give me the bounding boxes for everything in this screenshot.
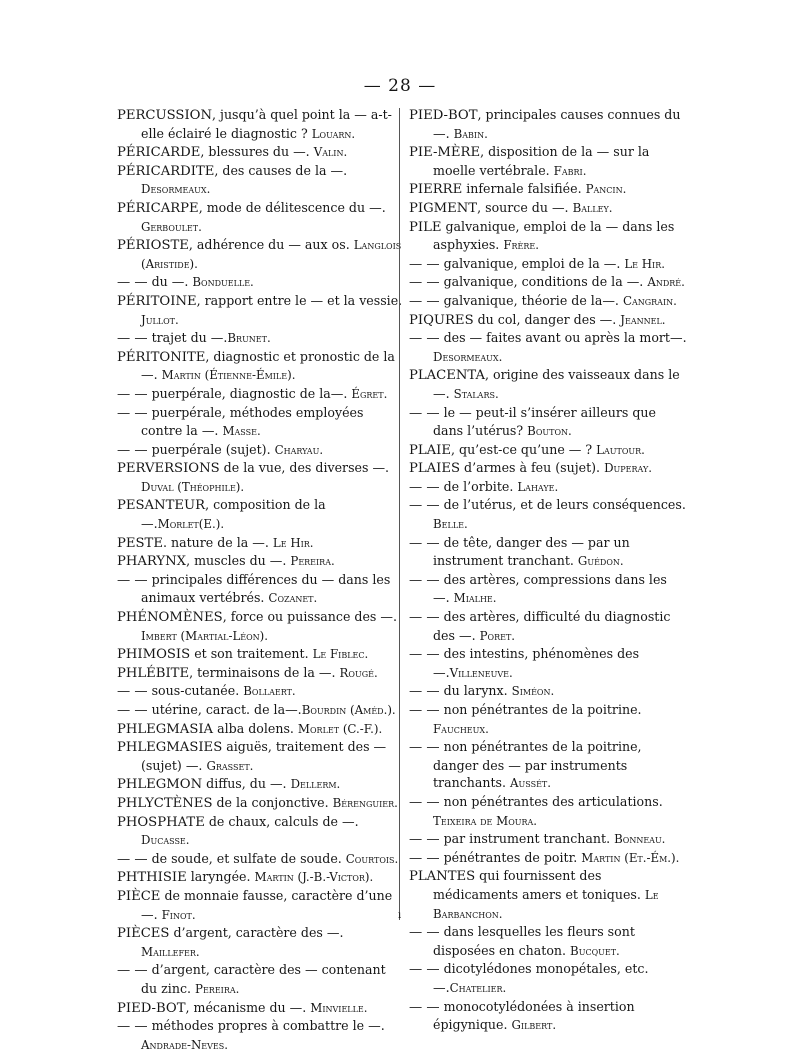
entry-headword: — — bbox=[409, 832, 440, 848]
index-entry bbox=[409, 608, 687, 645]
entry-text: des intestins, phénomènes des —. bbox=[433, 646, 640, 680]
entry-headword: PIERRE bbox=[409, 182, 463, 198]
entry-headword: PESTE bbox=[117, 535, 163, 551]
entry-author: André. bbox=[647, 275, 685, 290]
entry-text: dans lesquelles les fleurs sont disposées en chaton. bbox=[433, 924, 635, 958]
index-entry bbox=[117, 813, 405, 850]
entry-author: Gerboulet. bbox=[141, 219, 202, 234]
entry-text: puerpérale, méthodes employées contre la —. bbox=[141, 404, 364, 439]
entry-text: puerpérale, diagnostic de la—. bbox=[147, 385, 352, 401]
index-entry bbox=[117, 608, 405, 645]
entry-headword: PIQURES bbox=[409, 312, 474, 328]
entry-headword: — — bbox=[409, 572, 440, 588]
entry-text: non pénétrantes des articulations. bbox=[439, 793, 663, 809]
entry-headword: — — bbox=[117, 386, 148, 402]
entry-text: , diagnostic et pronostic de la —. bbox=[141, 348, 395, 383]
index-entry bbox=[409, 273, 687, 292]
index-entry bbox=[409, 311, 687, 330]
page-number: — 28 — bbox=[363, 76, 437, 96]
entry-author: Babin. bbox=[453, 126, 488, 141]
index-entry bbox=[409, 701, 687, 738]
entry-headword: — — bbox=[117, 703, 148, 718]
entry-text: d’armes à feu (sujet). bbox=[460, 460, 605, 476]
entry-headword: — — bbox=[409, 962, 440, 978]
entry-text: infernale falsifiée. bbox=[462, 181, 586, 197]
entry-headword: — — bbox=[409, 703, 440, 718]
index-entry bbox=[409, 849, 687, 868]
entry-author: Imbert (Martial-Léon). bbox=[141, 628, 269, 643]
entry-text: , mode de délitescence du —. bbox=[198, 199, 386, 215]
index-entry bbox=[117, 1017, 405, 1054]
entry-headword: — — bbox=[117, 405, 148, 421]
index-entry bbox=[117, 385, 405, 404]
entry-headword: PHLEGMASIA bbox=[117, 721, 214, 737]
entry-author: Lautour. bbox=[596, 442, 645, 457]
entry-text: sous-cutanée. bbox=[147, 683, 244, 699]
entry-text: puerpérale (sujet). bbox=[147, 441, 275, 457]
index-entry bbox=[409, 830, 687, 849]
entry-author: Villeneuve. bbox=[449, 665, 513, 680]
index-entry bbox=[117, 199, 405, 236]
entry-text: , force ou puissance des —. bbox=[222, 609, 397, 625]
index-entry bbox=[117, 404, 405, 441]
entry-author: Bollaert. bbox=[243, 684, 296, 699]
entry-author: Bourdin (Améd.). bbox=[301, 703, 396, 717]
entry-author: Duperay. bbox=[604, 461, 652, 476]
entry-author: Lahaye. bbox=[517, 479, 559, 494]
entry-text: d’argent, caractère des —. bbox=[169, 925, 344, 941]
entry-text: de la vue, des diverses —. bbox=[219, 460, 390, 476]
entry-text: non pénétrantes de la poitrine. bbox=[439, 702, 642, 717]
entry-headword: — — bbox=[117, 1019, 148, 1035]
index-entry bbox=[117, 850, 405, 869]
index-entry bbox=[117, 794, 405, 813]
index-entry bbox=[117, 775, 405, 794]
entry-author: Le Hir. bbox=[272, 535, 314, 550]
index-entry bbox=[117, 645, 405, 664]
entry-text: de soude, et sulfate de soude. bbox=[147, 850, 346, 866]
index-entry bbox=[117, 682, 405, 701]
entry-text: galvanique, théorie de la—. bbox=[439, 292, 623, 308]
index-entry bbox=[409, 496, 687, 533]
entry-text: pénétrantes de poitr. bbox=[439, 849, 582, 865]
entry-headword: PLAIES bbox=[409, 461, 461, 477]
entry-headword: — — bbox=[409, 535, 440, 551]
entry-text: . nature de la —. bbox=[162, 534, 273, 550]
entry-author: Le Hir. bbox=[624, 256, 665, 271]
entry-headword: — — bbox=[409, 740, 440, 756]
entry-headword: PHIMOSIS bbox=[117, 647, 191, 663]
entry-text: , adhérence du — aux os. bbox=[188, 237, 354, 253]
entry-headword: PESANTEUR bbox=[117, 498, 206, 514]
entry-headword: PÉRITONITE bbox=[117, 349, 206, 365]
entry-text: de chaux, calculs de —. bbox=[204, 813, 359, 829]
entry-author: Frère. bbox=[503, 238, 539, 253]
right-column bbox=[409, 106, 687, 1035]
index-entry bbox=[409, 459, 687, 478]
index-entry bbox=[409, 441, 687, 460]
entry-author: Guédon. bbox=[577, 554, 624, 569]
entry-headword: — — bbox=[409, 275, 440, 291]
entry-headword: PIE-MÈRE bbox=[409, 145, 481, 161]
entry-author: Bonneau. bbox=[614, 832, 666, 847]
entry-headword: PERVERSIONS bbox=[117, 461, 220, 477]
entry-headword: — — bbox=[409, 610, 440, 626]
entry-text: , terminaisons de la —. bbox=[189, 664, 340, 680]
entry-text: , source du —. bbox=[477, 199, 573, 215]
entry-text: galvanique, conditions de la —. bbox=[439, 274, 648, 290]
index-entry bbox=[117, 720, 405, 739]
index-entry bbox=[117, 273, 405, 292]
index-entry bbox=[117, 738, 405, 775]
index-entry bbox=[117, 143, 405, 162]
entry-text: diffus, du —. bbox=[202, 776, 291, 792]
entry-headword: PERCUSSION bbox=[117, 108, 213, 123]
index-entry bbox=[117, 571, 405, 608]
entry-text: des — faites avant ou après la mort—. bbox=[439, 330, 687, 346]
entry-author: Dellerm. bbox=[290, 777, 341, 792]
entry-headword: — — bbox=[409, 999, 440, 1015]
entry-author: Le Fiblec. bbox=[312, 647, 369, 662]
index-entry bbox=[409, 106, 687, 143]
entry-text: de la conjonctive. bbox=[212, 794, 333, 810]
entry-author: Ducasse. bbox=[141, 833, 190, 848]
entry-headword: PIGMENT bbox=[409, 200, 478, 216]
entry-author: Valin. bbox=[313, 145, 348, 160]
index-entry bbox=[117, 236, 405, 273]
entry-text: principales différences du — dans les animaux vertébrés. bbox=[141, 571, 391, 606]
entry-headword: — — bbox=[117, 684, 148, 700]
index-entry bbox=[409, 534, 687, 571]
entry-headword: — — bbox=[409, 256, 440, 272]
entry-headword: PÉRIOSTE bbox=[117, 238, 189, 254]
entry-author: Pancin. bbox=[585, 182, 627, 197]
entry-author: Balley. bbox=[572, 200, 613, 215]
entry-text: de monnaie fausse, caractère d’une —. bbox=[141, 887, 393, 922]
index-entry bbox=[409, 998, 687, 1035]
footer-mark: ı bbox=[398, 910, 402, 921]
entry-text: galvanique, emploi de la — dans les asphyxies. bbox=[433, 218, 675, 253]
entry-author: Siméon. bbox=[511, 684, 555, 699]
entry-text: de l’orbite. bbox=[439, 478, 518, 494]
entry-headword: PIED-BOT bbox=[409, 108, 478, 123]
entry-headword: PHARYNX bbox=[117, 554, 187, 570]
entry-text: des artères, compressions dans les —. bbox=[433, 571, 667, 606]
index-entry bbox=[409, 143, 687, 180]
entry-author: Grasset. bbox=[206, 758, 254, 773]
entry-text: , qu’est-ce qu’une — ? bbox=[451, 441, 597, 457]
entry-headword: — — bbox=[117, 572, 148, 588]
entry-headword: PHÉNOMÈNES bbox=[117, 610, 223, 626]
index-entry bbox=[117, 106, 405, 143]
entry-headword: — — bbox=[409, 684, 440, 700]
entry-text: laryngée. bbox=[186, 869, 255, 885]
entry-author: Martin (J.-B.-Victor). bbox=[254, 870, 374, 885]
entry-headword: — — bbox=[409, 794, 440, 810]
entry-text: , des causes de la —. bbox=[214, 162, 348, 178]
index-entry bbox=[117, 701, 405, 720]
entry-author: Gilbert. bbox=[511, 1018, 557, 1033]
index-entry bbox=[117, 496, 405, 533]
entry-author: Bérenguier. bbox=[332, 795, 398, 810]
entry-headword: PÉRICARPE bbox=[117, 200, 199, 216]
index-entry bbox=[409, 255, 687, 274]
index-entry bbox=[409, 292, 687, 311]
entry-author: Courtois. bbox=[345, 851, 399, 866]
entry-author: Bucquet. bbox=[570, 943, 620, 958]
entry-author: Andrade-Neves. bbox=[141, 1037, 228, 1052]
entry-author: Poret. bbox=[479, 628, 516, 643]
index-entry bbox=[117, 459, 405, 496]
entry-text: , origine des vaisseaux dans le —. bbox=[433, 367, 680, 401]
entry-text: monocotylédonées à insertion épigynique. bbox=[433, 998, 635, 1033]
index-entry bbox=[117, 664, 405, 683]
entry-author: Belle. bbox=[433, 517, 468, 532]
entry-text: , disposition de la — sur la moelle vertébrale. bbox=[433, 144, 650, 178]
entry-text: galvanique, emploi de la —. bbox=[439, 255, 625, 271]
entry-text: non pénétrantes de la poitrine, danger des — par instruments tranchants. bbox=[433, 739, 642, 791]
entry-headword: PIÈCES bbox=[117, 926, 170, 942]
index-entry bbox=[117, 441, 405, 460]
entry-author: Maillefer. bbox=[141, 944, 200, 959]
index-entry bbox=[117, 534, 405, 553]
entry-headword: — — bbox=[409, 331, 440, 347]
index-entry bbox=[117, 868, 405, 887]
left-column bbox=[117, 106, 405, 1054]
entry-headword: PIED-BOT bbox=[117, 1000, 186, 1016]
entry-author: Martin (Étienne-Émile). bbox=[161, 368, 296, 383]
index-entry bbox=[409, 682, 687, 701]
entry-text: du —. bbox=[147, 274, 193, 290]
entry-text: , mécanisme du —. bbox=[185, 999, 311, 1015]
entry-author: Morlet (C.-F.). bbox=[297, 721, 383, 736]
entry-author: Pereira. bbox=[290, 554, 335, 569]
entry-text: par instrument tranchant. bbox=[439, 831, 615, 847]
entry-author: Cozanet. bbox=[268, 591, 318, 606]
index-entry bbox=[117, 162, 405, 199]
entry-text: de tête, danger des — par un instrument tranchant. bbox=[433, 534, 630, 569]
entry-headword: PHLEGMASIES bbox=[117, 740, 223, 756]
index-entry bbox=[117, 924, 405, 961]
index-entry bbox=[409, 738, 687, 793]
entry-headword: PÉRICARDE bbox=[117, 145, 201, 161]
index-entry bbox=[117, 292, 405, 329]
entry-headword: — — bbox=[117, 963, 148, 979]
entry-author: Mialhe. bbox=[453, 591, 497, 606]
entry-text: , rapport entre le — et la vessie. bbox=[196, 292, 403, 308]
index-entry bbox=[409, 404, 687, 441]
entry-author: Teixeira de Moura. bbox=[433, 813, 538, 828]
entry-text: , principales causes connues du —. bbox=[433, 107, 681, 141]
index-entry bbox=[409, 180, 687, 199]
index-entry bbox=[117, 552, 405, 571]
entry-text: , muscles du —. bbox=[186, 553, 291, 569]
entry-author: Rougé. bbox=[339, 665, 378, 680]
entry-headword: PHLEGMON bbox=[117, 777, 203, 793]
entry-author: Desormeaux. bbox=[141, 182, 211, 197]
entry-author: Le Barbanchon. bbox=[433, 887, 659, 921]
entry-author: Bonduelle. bbox=[192, 275, 254, 290]
entry-text: du col, danger des —. bbox=[473, 311, 621, 327]
entry-author: Masse. bbox=[222, 424, 261, 439]
entry-text: , composition de la —. bbox=[141, 497, 326, 532]
entry-text: le — peut-il s’insérer ailleurs que dans l’utérus? bbox=[433, 404, 656, 439]
entry-text: utérine, caract. de la—. bbox=[147, 702, 302, 717]
entry-text: des artères, difficulté du diagnostic des —. bbox=[433, 609, 671, 643]
column-divider bbox=[399, 108, 400, 920]
entry-headword: PHTHISIE bbox=[117, 870, 187, 886]
entry-author: Duval (Théophile). bbox=[141, 479, 245, 494]
entry-headword: — — bbox=[117, 331, 148, 347]
entry-headword: PHLYCTÈNES bbox=[117, 795, 213, 811]
entry-author: Stalars. bbox=[453, 386, 499, 401]
entry-headword: — — bbox=[409, 293, 440, 309]
entry-author: Morlet(E.). bbox=[157, 517, 225, 532]
index-entry bbox=[409, 867, 687, 923]
entry-author: Jullot. bbox=[141, 312, 179, 327]
index-entry bbox=[117, 348, 405, 385]
entry-author: Jeannel. bbox=[620, 312, 666, 327]
entry-headword: — — bbox=[409, 498, 440, 514]
entry-author: Égret. bbox=[351, 386, 388, 401]
index-entry bbox=[117, 999, 405, 1018]
index-entry bbox=[409, 960, 687, 997]
entry-text: , blessures du —. bbox=[200, 144, 314, 160]
entry-author: Chatelier. bbox=[449, 980, 507, 995]
index-entry bbox=[409, 923, 687, 960]
entry-author: Faucheux. bbox=[433, 721, 489, 736]
entry-author: Martin (Et.-Ém.). bbox=[581, 850, 680, 865]
index-entry bbox=[409, 199, 687, 218]
index-entry bbox=[409, 218, 687, 255]
entry-text: dicotylédones monopétales, etc.—. bbox=[433, 961, 649, 995]
entry-headword: PLACENTA bbox=[409, 368, 486, 384]
index-entry bbox=[117, 329, 405, 348]
entry-headword: PILE bbox=[409, 219, 442, 235]
entry-headword: PLANTES bbox=[409, 869, 476, 885]
entry-text: d’argent, caractère des — contenant du zinc. bbox=[141, 962, 386, 996]
index-entry bbox=[117, 961, 405, 998]
entry-text: du larynx. bbox=[439, 683, 512, 699]
entry-author: Pereira. bbox=[195, 981, 240, 996]
entry-author: Aussét. bbox=[510, 776, 552, 791]
entry-text: aiguës, traitement des — (sujet) —. bbox=[141, 739, 387, 773]
entry-text: méthodes propres à combattre le —. bbox=[147, 1018, 385, 1034]
entry-headword: — — bbox=[117, 275, 148, 291]
entry-author: Fabri. bbox=[553, 163, 587, 178]
entry-headword: PIÈCE bbox=[117, 888, 161, 904]
entry-text: qui fournissent des médicaments amers et toniques. bbox=[433, 868, 645, 902]
entry-author: Louarn. bbox=[311, 126, 356, 141]
index-entry bbox=[409, 478, 687, 497]
entry-headword: PÉRICARDITE bbox=[117, 163, 215, 179]
entry-headword: PLAIE bbox=[409, 442, 451, 458]
entry-headword: — — bbox=[409, 850, 440, 866]
entry-headword: — — bbox=[117, 851, 148, 867]
index-entry bbox=[409, 571, 687, 608]
entry-author: Charyau. bbox=[274, 442, 324, 457]
entry-text: trajet du —. bbox=[147, 330, 228, 346]
entry-headword: — — bbox=[409, 479, 440, 495]
entry-headword: — — bbox=[117, 442, 148, 458]
index-entry bbox=[409, 645, 687, 682]
entry-text: de l’utérus, et de leurs conséquences. bbox=[439, 497, 686, 513]
entry-headword: — — bbox=[409, 405, 440, 421]
entry-text: et son traitement. bbox=[190, 646, 313, 662]
entry-headword: PÉRITOINE bbox=[117, 293, 197, 309]
entry-text: , jusqu’à quel point la — a-t-elle éclairé le diagnostic ? bbox=[141, 107, 392, 141]
entry-author: Langlois (Aristide). bbox=[141, 238, 402, 271]
entry-author: Bouton. bbox=[527, 424, 572, 439]
entry-headword: PHOSPHATE bbox=[117, 814, 205, 830]
entry-headword: — — bbox=[409, 647, 440, 663]
index-entry bbox=[409, 793, 687, 830]
entry-author: Cangrain. bbox=[622, 293, 677, 308]
entry-author: Brunet. bbox=[227, 331, 271, 346]
index-entry bbox=[409, 329, 687, 366]
entry-author: Desormeaux. bbox=[433, 349, 503, 364]
entry-text: alba dolens. bbox=[213, 720, 298, 736]
entry-author: Minvielle. bbox=[310, 1000, 368, 1015]
index-entry bbox=[117, 887, 405, 924]
entry-author: Finot. bbox=[161, 907, 196, 922]
entry-headword: — — bbox=[409, 925, 440, 941]
index-entry bbox=[409, 366, 687, 403]
entry-headword: PHLÉBITE bbox=[117, 665, 190, 681]
